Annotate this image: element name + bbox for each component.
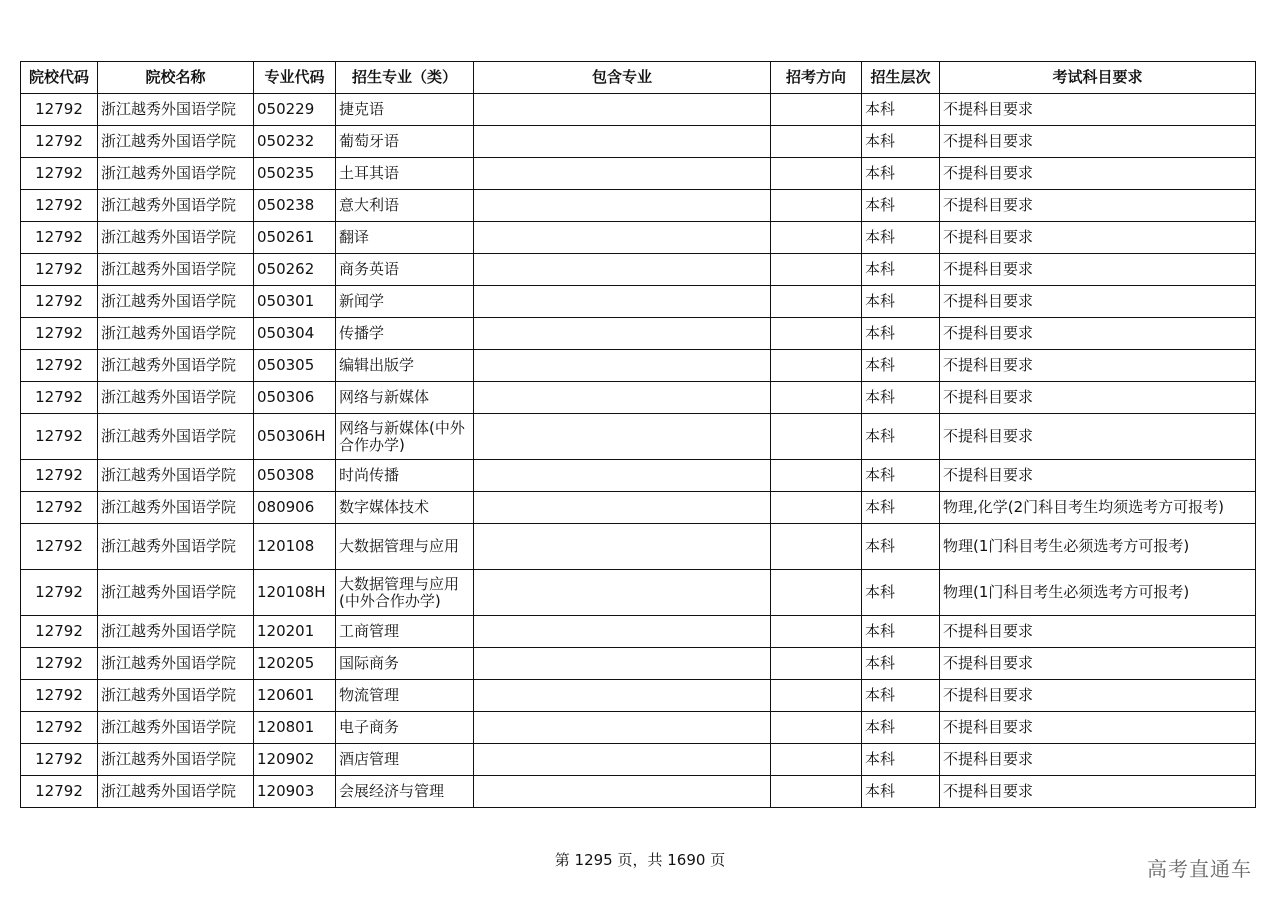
cell-requirement: 物理,化学(2门科目考生均须选考方可报考)	[940, 492, 1256, 524]
cell-school-code: 12792	[21, 414, 98, 460]
cell-requirement: 不提科目要求	[940, 286, 1256, 318]
cell-level: 本科	[862, 712, 940, 744]
cell-major: 会展经济与管理	[336, 776, 474, 808]
cell-requirement: 不提科目要求	[940, 744, 1256, 776]
cell-school-code: 12792	[21, 94, 98, 126]
cell-requirement: 不提科目要求	[940, 616, 1256, 648]
cell-included-majors	[474, 744, 771, 776]
cell-school-code: 12792	[21, 648, 98, 680]
cell-level: 本科	[862, 570, 940, 616]
cell-school-code: 12792	[21, 570, 98, 616]
cell-major-code: 050229	[254, 94, 336, 126]
cell-major: 意大利语	[336, 190, 474, 222]
cell-included-majors	[474, 492, 771, 524]
cell-direction	[771, 712, 862, 744]
cell-requirement: 不提科目要求	[940, 680, 1256, 712]
cell-school-code: 12792	[21, 524, 98, 570]
header-row	[21, 62, 1256, 94]
cell-direction	[771, 570, 862, 616]
cell-school-name: 浙江越秀外国语学院	[98, 94, 254, 126]
cell-school-name: 浙江越秀外国语学院	[98, 158, 254, 190]
cell-major-code: 050306	[254, 382, 336, 414]
cell-school-code: 12792	[21, 382, 98, 414]
cell-level: 本科	[862, 286, 940, 318]
cell-level: 本科	[862, 158, 940, 190]
cell-level: 本科	[862, 382, 940, 414]
table-row	[21, 460, 1256, 492]
cell-included-majors	[474, 94, 771, 126]
cell-school-name: 浙江越秀外国语学院	[98, 460, 254, 492]
table-row	[21, 744, 1256, 776]
cell-direction	[771, 350, 862, 382]
table-row	[21, 776, 1256, 808]
cell-major: 编辑出版学	[336, 350, 474, 382]
watermark-logo-text: 高考直通车	[1147, 857, 1252, 881]
cell-school-code: 12792	[21, 222, 98, 254]
cell-major: 时尚传播	[336, 460, 474, 492]
cell-school-code: 12792	[21, 616, 98, 648]
cell-direction	[771, 680, 862, 712]
cell-school-code: 12792	[21, 492, 98, 524]
cell-school-code: 12792	[21, 254, 98, 286]
cell-major-code: 050301	[254, 286, 336, 318]
cell-level: 本科	[862, 776, 940, 808]
cell-level: 本科	[862, 350, 940, 382]
cell-included-majors	[474, 190, 771, 222]
cell-school-name: 浙江越秀外国语学院	[98, 126, 254, 158]
cell-level: 本科	[862, 126, 940, 158]
cell-school-name: 浙江越秀外国语学院	[98, 254, 254, 286]
cell-direction	[771, 318, 862, 350]
cell-major: 传播学	[336, 318, 474, 350]
table-row	[21, 680, 1256, 712]
cell-included-majors	[474, 158, 771, 190]
table-row	[21, 158, 1256, 190]
cell-included-majors	[474, 712, 771, 744]
cell-included-majors	[474, 126, 771, 158]
cell-school-code: 12792	[21, 350, 98, 382]
cell-major: 土耳其语	[336, 158, 474, 190]
cell-school-name: 浙江越秀外国语学院	[98, 318, 254, 350]
cell-school-name: 浙江越秀外国语学院	[98, 190, 254, 222]
table-row	[21, 126, 1256, 158]
cell-requirement: 不提科目要求	[940, 776, 1256, 808]
cell-requirement: 不提科目要求	[940, 648, 1256, 680]
cell-school-code: 12792	[21, 680, 98, 712]
table-row	[21, 616, 1256, 648]
cell-school-name: 浙江越秀外国语学院	[98, 616, 254, 648]
cell-major-code: 050306H	[254, 414, 336, 460]
table-row	[21, 414, 1256, 460]
cell-major-code: 120903	[254, 776, 336, 808]
header-included-majors: 包含专业	[474, 62, 771, 94]
cell-school-code: 12792	[21, 776, 98, 808]
cell-major-code: 050232	[254, 126, 336, 158]
cell-major-code: 120108H	[254, 570, 336, 616]
cell-direction	[771, 460, 862, 492]
cell-level: 本科	[862, 190, 940, 222]
cell-direction	[771, 190, 862, 222]
cell-major-code: 120801	[254, 712, 336, 744]
cell-included-majors	[474, 616, 771, 648]
table-row	[21, 286, 1256, 318]
header-major: 招生专业（类）	[336, 62, 474, 94]
cell-direction	[771, 158, 862, 190]
cell-school-name: 浙江越秀外国语学院	[98, 712, 254, 744]
cell-included-majors	[474, 776, 771, 808]
cell-direction	[771, 616, 862, 648]
cell-major: 商务英语	[336, 254, 474, 286]
cell-direction	[771, 126, 862, 158]
cell-school-code: 12792	[21, 158, 98, 190]
cell-school-name: 浙江越秀外国语学院	[98, 382, 254, 414]
cell-direction	[771, 414, 862, 460]
cell-level: 本科	[862, 492, 940, 524]
table-row	[21, 318, 1256, 350]
cell-requirement: 不提科目要求	[940, 318, 1256, 350]
cell-level: 本科	[862, 460, 940, 492]
cell-school-code: 12792	[21, 460, 98, 492]
cell-major: 酒店管理	[336, 744, 474, 776]
table-row	[21, 570, 1256, 616]
cell-school-name: 浙江越秀外国语学院	[98, 492, 254, 524]
cell-included-majors	[474, 524, 771, 570]
cell-major-code: 120902	[254, 744, 336, 776]
cell-major: 翻译	[336, 222, 474, 254]
table-row	[21, 94, 1256, 126]
cell-school-code: 12792	[21, 712, 98, 744]
cell-included-majors	[474, 382, 771, 414]
table-row	[21, 254, 1256, 286]
cell-major: 大数据管理与应用	[336, 524, 474, 570]
cell-included-majors	[474, 286, 771, 318]
cell-requirement: 不提科目要求	[940, 712, 1256, 744]
cell-major: 数字媒体技术	[336, 492, 474, 524]
cell-major-code: 120205	[254, 648, 336, 680]
cell-level: 本科	[862, 616, 940, 648]
cell-included-majors	[474, 350, 771, 382]
cell-direction	[771, 744, 862, 776]
cell-school-code: 12792	[21, 744, 98, 776]
cell-school-code: 12792	[21, 190, 98, 222]
cell-school-name: 浙江越秀外国语学院	[98, 680, 254, 712]
cell-major-code: 050262	[254, 254, 336, 286]
cell-direction	[771, 648, 862, 680]
table-header	[21, 62, 1256, 94]
table-row	[21, 350, 1256, 382]
cell-school-name: 浙江越秀外国语学院	[98, 222, 254, 254]
cell-major: 新闻学	[336, 286, 474, 318]
cell-major-code: 050238	[254, 190, 336, 222]
cell-major-code: 120201	[254, 616, 336, 648]
cell-major: 捷克语	[336, 94, 474, 126]
header-school-code: 院校代码	[21, 62, 98, 94]
cell-included-majors	[474, 648, 771, 680]
cell-direction	[771, 382, 862, 414]
enrollment-table	[20, 61, 1256, 808]
cell-level: 本科	[862, 744, 940, 776]
cell-school-name: 浙江越秀外国语学院	[98, 776, 254, 808]
cell-school-name: 浙江越秀外国语学院	[98, 524, 254, 570]
cell-school-name: 浙江越秀外国语学院	[98, 414, 254, 460]
table-row	[21, 222, 1256, 254]
table-row	[21, 524, 1256, 570]
cell-direction	[771, 94, 862, 126]
cell-major: 网络与新媒体(中外合作办学)	[336, 414, 474, 460]
header-school-name: 院校名称	[98, 62, 254, 94]
cell-level: 本科	[862, 254, 940, 286]
table-body	[21, 94, 1256, 808]
cell-school-code: 12792	[21, 286, 98, 318]
header-direction: 招考方向	[771, 62, 862, 94]
header-requirement: 考试科目要求	[940, 62, 1256, 94]
cell-requirement: 不提科目要求	[940, 460, 1256, 492]
cell-major: 网络与新媒体	[336, 382, 474, 414]
cell-requirement: 不提科目要求	[940, 350, 1256, 382]
cell-requirement: 不提科目要求	[940, 158, 1256, 190]
cell-direction	[771, 286, 862, 318]
cell-major-code: 050308	[254, 460, 336, 492]
page-footer: 第 1295 页，共 1690 页	[554, 851, 726, 869]
header-major-code: 专业代码	[254, 62, 336, 94]
cell-requirement: 不提科目要求	[940, 222, 1256, 254]
cell-major-code: 050235	[254, 158, 336, 190]
table-row	[21, 648, 1256, 680]
cell-school-name: 浙江越秀外国语学院	[98, 648, 254, 680]
cell-major-code: 050305	[254, 350, 336, 382]
cell-level: 本科	[862, 222, 940, 254]
cell-requirement: 不提科目要求	[940, 126, 1256, 158]
cell-included-majors	[474, 222, 771, 254]
cell-included-majors	[474, 570, 771, 616]
cell-requirement: 不提科目要求	[940, 414, 1256, 460]
cell-requirement: 不提科目要求	[940, 382, 1256, 414]
cell-major-code: 120108	[254, 524, 336, 570]
cell-level: 本科	[862, 318, 940, 350]
cell-major: 国际商务	[336, 648, 474, 680]
header-level: 招生层次	[862, 62, 940, 94]
cell-level: 本科	[862, 680, 940, 712]
cell-requirement: 不提科目要求	[940, 254, 1256, 286]
table-row	[21, 190, 1256, 222]
cell-direction	[771, 222, 862, 254]
cell-level: 本科	[862, 414, 940, 460]
cell-included-majors	[474, 680, 771, 712]
cell-major-code: 120601	[254, 680, 336, 712]
cell-major: 工商管理	[336, 616, 474, 648]
cell-direction	[771, 254, 862, 286]
cell-level: 本科	[862, 648, 940, 680]
cell-direction	[771, 776, 862, 808]
cell-direction	[771, 524, 862, 570]
cell-major-code: 050304	[254, 318, 336, 350]
cell-requirement: 物理(1门科目考生必须选考方可报考)	[940, 570, 1256, 616]
cell-major: 物流管理	[336, 680, 474, 712]
cell-level: 本科	[862, 524, 940, 570]
table-row	[21, 712, 1256, 744]
cell-included-majors	[474, 460, 771, 492]
cell-school-name: 浙江越秀外国语学院	[98, 570, 254, 616]
cell-requirement: 不提科目要求	[940, 190, 1256, 222]
cell-school-name: 浙江越秀外国语学院	[98, 744, 254, 776]
cell-direction	[771, 492, 862, 524]
cell-major: 葡萄牙语	[336, 126, 474, 158]
cell-requirement: 不提科目要求	[940, 94, 1256, 126]
cell-included-majors	[474, 414, 771, 460]
cell-major: 大数据管理与应用(中外合作办学)	[336, 570, 474, 616]
cell-level: 本科	[862, 94, 940, 126]
cell-school-name: 浙江越秀外国语学院	[98, 350, 254, 382]
cell-school-name: 浙江越秀外国语学院	[98, 286, 254, 318]
cell-major-code: 050261	[254, 222, 336, 254]
cell-major-code: 080906	[254, 492, 336, 524]
cell-school-code: 12792	[21, 318, 98, 350]
cell-included-majors	[474, 254, 771, 286]
table-row	[21, 492, 1256, 524]
cell-requirement: 物理(1门科目考生必须选考方可报考)	[940, 524, 1256, 570]
cell-major: 电子商务	[336, 712, 474, 744]
cell-school-code: 12792	[21, 126, 98, 158]
cell-included-majors	[474, 318, 771, 350]
table-row	[21, 382, 1256, 414]
